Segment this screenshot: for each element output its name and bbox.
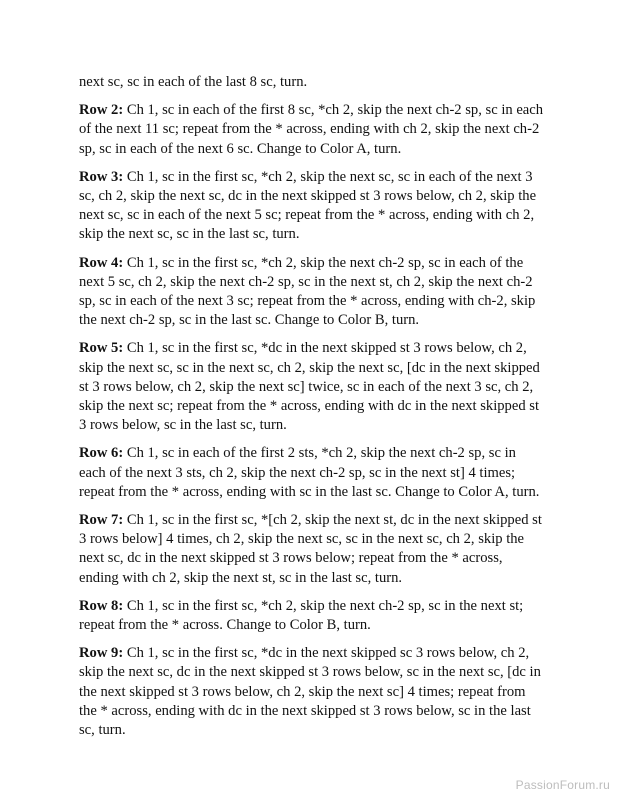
row-3-text: Ch 1, sc in the first sc, *ch 2, skip the next sc, sc in each of the next 3 sc, ch 2, skip the next sc, dc in the next skipped st 3 rows below, ch 2, skip the next sc, sc in each of the next 5 sc; repeat from the * across, ending with ch 2, skip the next sc, sc in the last sc, turn. <box>79 168 537 243</box>
row-8-text: Ch 1, sc in the first sc, *ch 2, skip the next ch-2 sp, sc in the next st; repeat from the * across. Change to Color B, turn. <box>79 597 524 634</box>
row-8-paragraph <box>79 597 545 635</box>
row-2-text: Ch 1, sc in each of the first 8 sc, *ch 2, skip the next ch-2 sp, sc in each of the next 11 sc; repeat from the * across, ending with ch 2, skip the next ch-2 sp, sc in each of the next 6 sc. Change to Color A, turn. <box>79 102 544 157</box>
row-4-label: Row 4: <box>79 254 124 271</box>
row-7-paragraph <box>79 511 545 588</box>
row-3-label: Row 3: <box>79 168 124 185</box>
row-8-label: Row 8: <box>79 597 124 614</box>
row-2-paragraph <box>79 101 545 159</box>
row-4-paragraph <box>79 254 545 331</box>
row-5-text: Ch 1, sc in the first sc, *dc in the next skipped st 3 rows below, ch 2, skip the next sc, sc in the next sc, ch 2, skip the next sc, [dc in the next skipped st 3 rows below, ch 2, skip the next sc] twice, sc in each of the next 3 sc, ch 2, skip the next sc; repeat from the * across, ending with dc in the next skipped st 3 rows below, sc in the last sc, turn. <box>79 340 540 434</box>
row-9-label: Row 9: <box>79 645 124 662</box>
row-9-paragraph <box>79 644 545 740</box>
row-7-label: Row 7: <box>79 512 124 529</box>
lead-paragraph: next sc, sc in each of the last 8 sc, turn. <box>79 74 308 90</box>
pattern-page <box>79 73 545 749</box>
watermark: PassionForum.ru <box>515 778 610 792</box>
row-5-paragraph <box>79 339 545 435</box>
row-4-text: Ch 1, sc in the first sc, *ch 2, skip the next ch-2 sp, sc in each of the next 5 sc, ch 2, skip the next ch-2 sp, sc in the next st, ch 2, skip the next ch-2 sp, sc in each of the next 3 sc; repeat from the * across, ending with ch-2, skip the next ch-2 sp, sc in the last sc. Change to Color B, turn. <box>79 254 536 329</box>
row-6-paragraph <box>79 444 545 502</box>
row-9-text: Ch 1, sc in the first sc, *dc in the next skipped sc 3 rows below, ch 2, skip the next sc, dc in the next skipped st 3 rows below, sc in the next sc, [dc in the next skipped st 3 rows below, ch 2, skip the next sc] 4 times; repeat from the * across, ending with dc in the next skipped st 3 rows below, sc in the last sc, turn. <box>79 645 541 739</box>
row-2-label: Row 2: <box>79 102 124 119</box>
row-5-label: Row 5: <box>79 340 124 357</box>
row-6-text: Ch 1, sc in each of the first 2 sts, *ch 2, skip the next ch-2 sp, sc in each of the next 3 sts, ch 2, skip the next ch-2 sp, sc in the next st] 4 times; repeat from the * across, ending with sc in the last sc. Change to Color A, turn. <box>79 445 540 500</box>
row-7-text: Ch 1, sc in the first sc, *[ch 2, skip the next st, dc in the next skipped st 3 rows below] 4 times, ch 2, skip the next sc, sc in the next sc, ch 2, skip the next sc, dc in the next skipped st 3 rows below; repeat from the * across, ending with ch 2, skip the next st, sc in the last sc, turn. <box>79 512 542 586</box>
row-6-label: Row 6: <box>79 445 124 462</box>
row-3-paragraph <box>79 168 545 245</box>
